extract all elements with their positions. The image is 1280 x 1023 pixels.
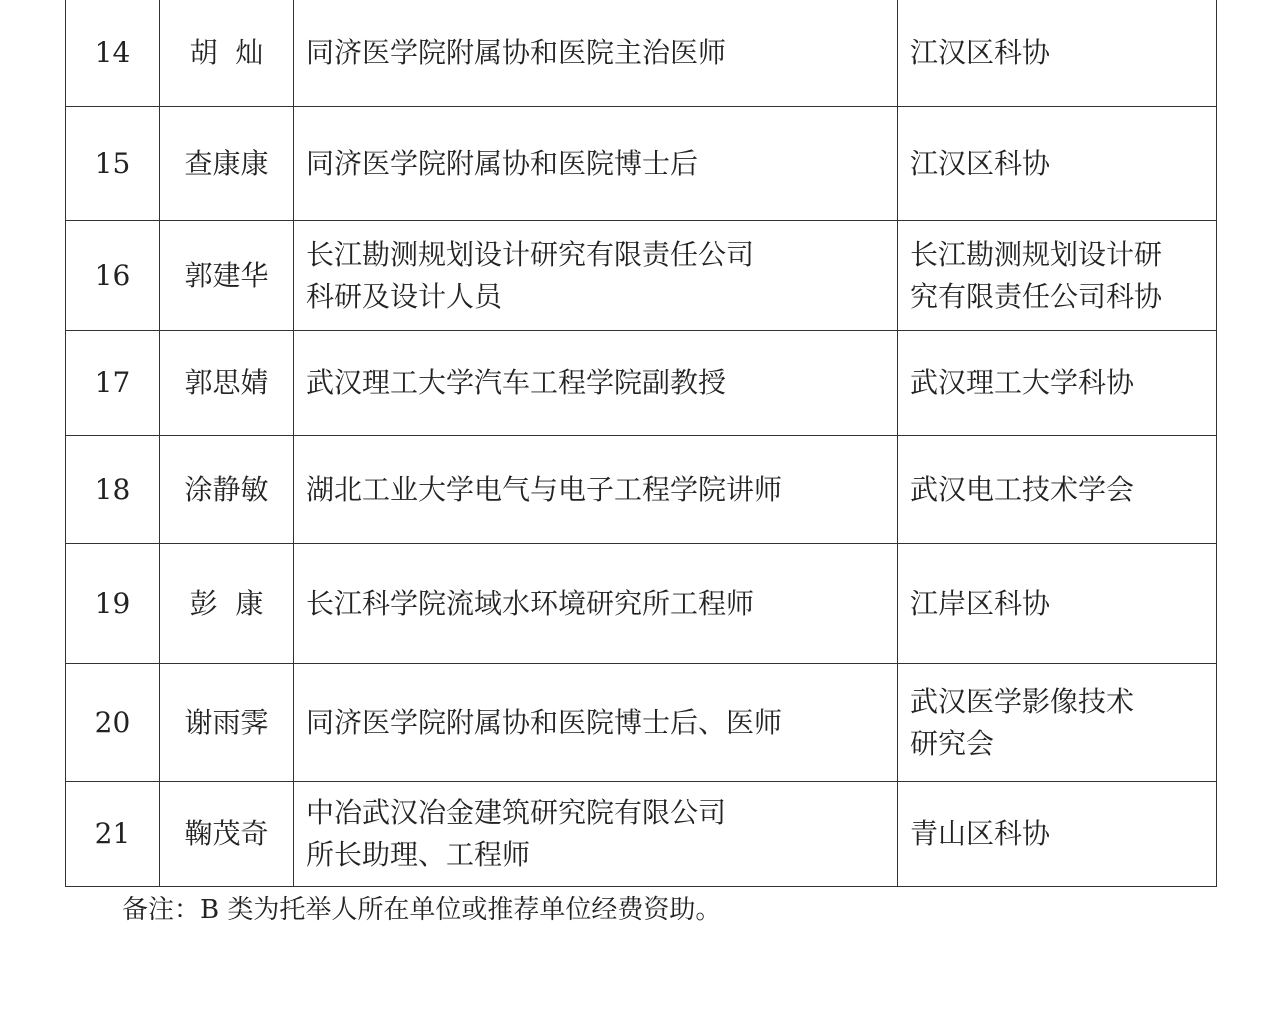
work-unit-line: 科研及设计人员 xyxy=(306,279,503,313)
candidate-name: 胡 灿 xyxy=(160,0,294,107)
recommending-unit-line: 武汉医学影像技术 xyxy=(910,684,1135,718)
work-unit xyxy=(294,0,898,107)
table-row xyxy=(66,664,1217,782)
work-unit xyxy=(294,544,898,664)
row-number: 16 xyxy=(66,221,160,331)
work-unit-line: 中冶武汉冶金建筑研究院有限公司 xyxy=(306,796,727,829)
recommending-unit xyxy=(898,544,1217,664)
work-unit xyxy=(294,436,898,544)
recommending-unit xyxy=(898,0,1217,107)
work-unit xyxy=(294,664,898,782)
recommending-unit-line: 青山区科协 xyxy=(910,817,1051,850)
recommending-unit-line: 江汉区科协 xyxy=(910,146,1051,180)
candidate-name: 郭建华 xyxy=(160,221,294,331)
work-unit-line: 同济医学院附属协和医院主治医师 xyxy=(306,35,727,69)
work-unit-line: 长江勘测规划设计研究有限责任公司 xyxy=(306,237,755,271)
recommending-unit-line: 江汉区科协 xyxy=(910,35,1051,69)
row-number: 20 xyxy=(66,664,160,782)
row-number: 21 xyxy=(66,782,160,887)
work-unit-line: 同济医学院附属协和医院博士后 xyxy=(306,146,699,180)
recommending-unit-line: 长江勘测规划设计研 xyxy=(910,237,1163,271)
recommending-unit xyxy=(898,221,1217,331)
candidate-name: 查康康 xyxy=(160,107,294,221)
work-unit xyxy=(294,107,898,221)
candidate-name: 彭 康 xyxy=(160,544,294,664)
table-row xyxy=(66,331,1217,436)
candidate-name: 谢雨霁 xyxy=(160,664,294,782)
candidate-name: 郭思婧 xyxy=(160,331,294,436)
recommending-unit-line: 江岸区科协 xyxy=(910,586,1051,620)
work-unit-line: 湖北工业大学电气与电子工程学院讲师 xyxy=(306,472,783,506)
table-row xyxy=(66,0,1217,107)
row-number: 18 xyxy=(66,436,160,544)
table-row xyxy=(66,436,1217,544)
row-number: 17 xyxy=(66,331,160,436)
candidate-table xyxy=(65,0,1217,887)
candidate-name: 鞠茂奇 xyxy=(160,782,294,887)
work-unit-line: 武汉理工大学汽车工程学院副教授 xyxy=(306,366,727,399)
table-row xyxy=(66,107,1217,221)
candidate-name: 涂静敏 xyxy=(160,436,294,544)
table-row xyxy=(66,544,1217,664)
recommending-unit xyxy=(898,107,1217,221)
table-row xyxy=(66,782,1217,887)
work-unit xyxy=(294,331,898,436)
table-row xyxy=(66,221,1217,331)
work-unit-line: 同济医学院附属协和医院博士后、医师 xyxy=(306,705,783,739)
work-unit xyxy=(294,221,898,331)
table-body xyxy=(66,0,1217,887)
footnote: 备注：B 类为托举人所在单位或推荐单位经费资助。 xyxy=(122,895,722,925)
recommending-unit-line: 武汉电工技术学会 xyxy=(910,472,1135,506)
recommending-unit-line: 研究会 xyxy=(910,726,995,760)
row-number: 14 xyxy=(66,0,160,107)
work-unit-line: 所长助理、工程师 xyxy=(306,838,531,871)
recommending-unit-line: 究有限责任公司科协 xyxy=(910,279,1163,313)
recommending-unit-line: 武汉理工大学科协 xyxy=(910,366,1135,399)
work-unit xyxy=(294,782,898,887)
recommending-unit xyxy=(898,664,1217,782)
row-number: 19 xyxy=(66,544,160,664)
recommending-unit xyxy=(898,782,1217,887)
recommending-unit xyxy=(898,331,1217,436)
work-unit-line: 长江科学院流域水环境研究所工程师 xyxy=(306,586,755,620)
recommending-unit xyxy=(898,436,1217,544)
row-number: 15 xyxy=(66,107,160,221)
